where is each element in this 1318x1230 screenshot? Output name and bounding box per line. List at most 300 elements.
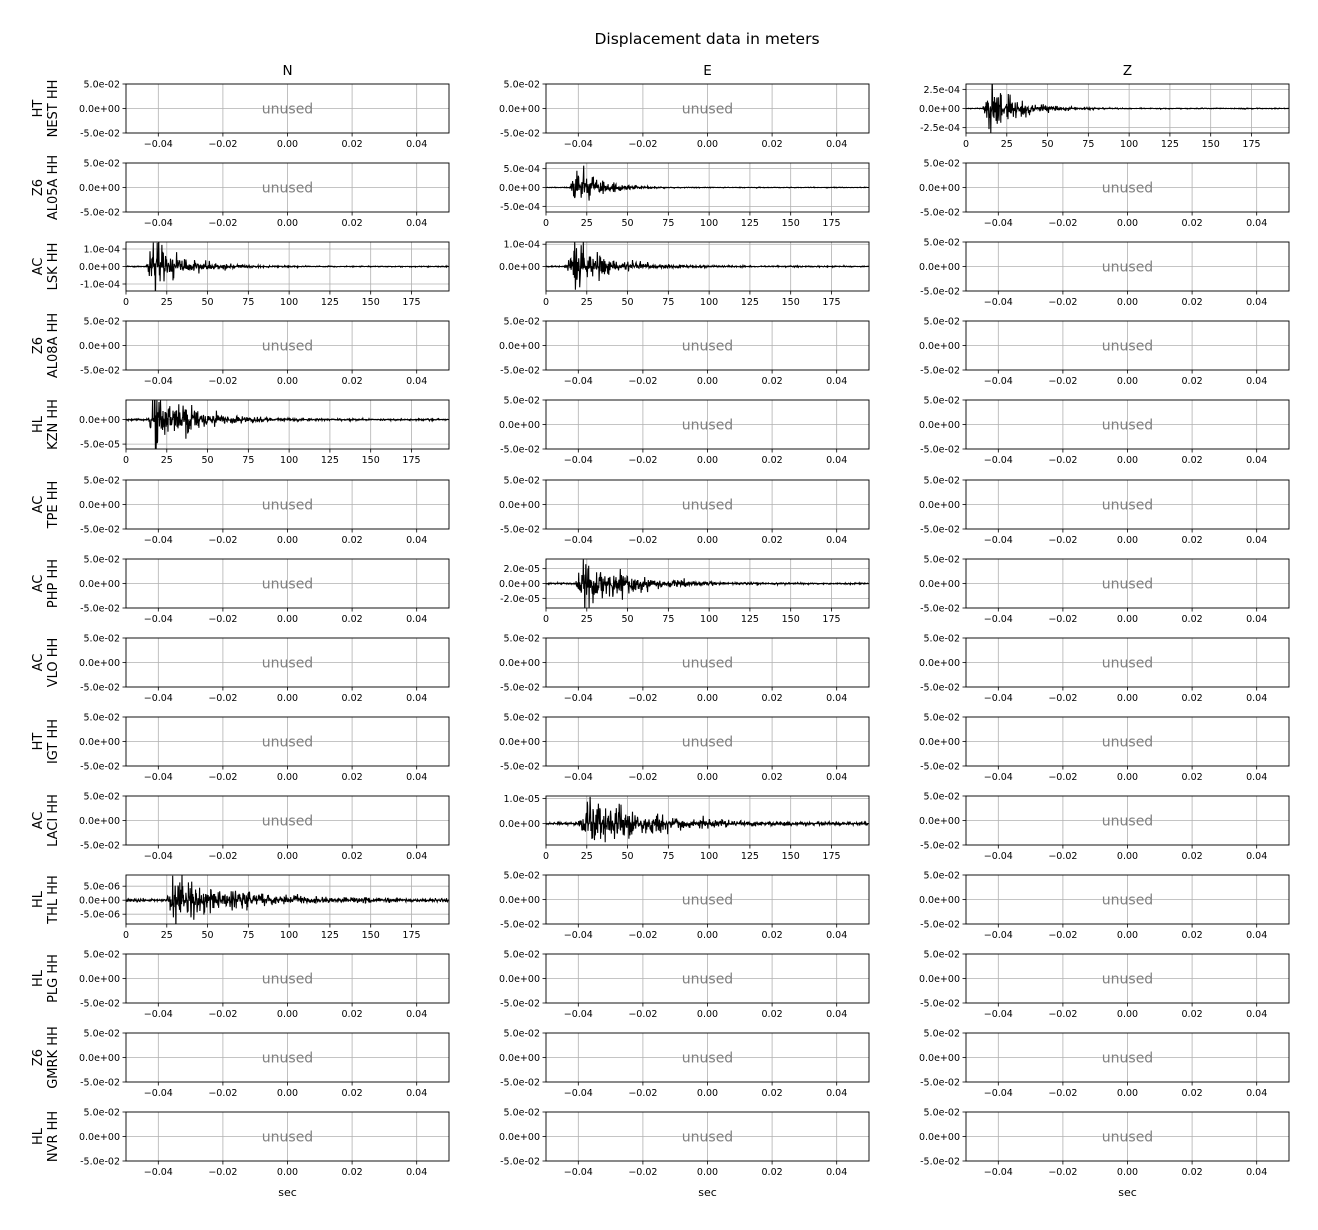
panel-r5-e-ytick-label-1: 0.0e+00 <box>498 500 540 511</box>
panel-r10-e-xtick-label-3: 0.02 <box>761 930 783 941</box>
panel-r6-n-xtick-label-2: 0.00 <box>276 614 299 625</box>
panel-r10-n-xtick-label-0: 0 <box>122 930 130 941</box>
panel-r9-e-xtick-label-2: 50 <box>621 851 634 862</box>
panel-r6-z-unused-text: unused <box>1101 576 1154 593</box>
panel-r5-z-xtick-label-3: 0.02 <box>1181 535 1203 546</box>
panel-r3-z-xtick-label-3: 0.02 <box>1181 376 1203 387</box>
panel-r10-e-ytick-label-0: 5.0e-02 <box>503 870 540 882</box>
panel-r10-n-xtick-label-5: 125 <box>320 930 339 941</box>
panel-r9-n-ytick-label-0: 5.0e-02 <box>83 791 120 803</box>
panel-r8-e-xtick-label-2: 0.00 <box>696 772 719 783</box>
panel-r1-e-ytick-label-1: 0.0e+00 <box>498 183 540 194</box>
panel-r0-z-xtick-label-3: 75 <box>1082 139 1095 150</box>
panel-r10-n-xtick-label-6: 150 <box>361 930 380 941</box>
panel-r8-e-xtick-label-1: −0.02 <box>628 772 658 783</box>
panel-r13-n-unused-text: unused <box>261 1129 314 1146</box>
panel-r8-z-ytick-label-2: -5.0e-02 <box>920 761 960 773</box>
panel-r7-z-ytick-label-0: 5.0e-02 <box>923 633 960 645</box>
panel-r2-e-ytick-label-0: 1.0e-04 <box>503 239 540 251</box>
panel-r13-n-ytick-label-2: -5.0e-02 <box>80 1156 120 1168</box>
panel-r6-n-xtick-label-0: −0.04 <box>143 614 173 625</box>
panel-r13-n-xtick-label-2: 0.00 <box>276 1167 299 1178</box>
panel-r12-n-xtick-label-2: 0.00 <box>276 1088 299 1099</box>
panel-r13-z-ytick-label-0: 5.0e-02 <box>923 1107 960 1119</box>
panel-r1-z-xtick-label-2: 0.00 <box>1116 218 1139 229</box>
panel-r9-e-xtick-label-7: 175 <box>822 851 841 862</box>
panel-r7-n-xtick-label-3: 0.02 <box>341 693 363 704</box>
row-network-2: AC <box>31 257 47 276</box>
panel-r5-e-xtick-label-3: 0.02 <box>761 535 783 546</box>
panel-r13-z-xtick-label-1: −0.02 <box>1048 1167 1078 1178</box>
panel-r2-z-xtick-label-3: 0.02 <box>1181 297 1203 308</box>
panel-r3-z-ytick-label-1: 0.0e+00 <box>918 341 960 352</box>
panel-r13-e-ytick-label-0: 5.0e-02 <box>503 1107 540 1119</box>
panel-r10-z-unused-text: unused <box>1101 892 1154 909</box>
panel-r9-z-xtick-label-2: 0.00 <box>1116 851 1139 862</box>
panel-r0-z-xtick-label-0: 0 <box>962 139 970 150</box>
panel-r10-z-ytick-label-1: 0.0e+00 <box>918 895 960 906</box>
panel-r10-e-unused-text: unused <box>681 892 734 909</box>
panel-r5-z-ytick-label-0: 5.0e-02 <box>923 475 960 487</box>
panel-r6-e-xtick-label-1: 25 <box>580 614 593 625</box>
panel-r6-z-xtick-label-1: −0.02 <box>1048 614 1078 625</box>
panel-r12-n-ytick-label-1: 0.0e+00 <box>78 1053 120 1064</box>
panel-r9-z-xtick-label-0: −0.04 <box>983 851 1013 862</box>
panel-r11-n-xtick-label-4: 0.04 <box>406 1009 428 1020</box>
panel-r7-z-xtick-label-3: 0.02 <box>1181 693 1203 704</box>
panel-r13-z-xtick-label-4: 0.04 <box>1246 1167 1268 1178</box>
row-station-8: IGT HH <box>46 718 61 765</box>
panel-r0-z-xtick-label-2: 50 <box>1041 139 1054 150</box>
panel-r0-e-xtick-label-1: −0.02 <box>628 139 658 150</box>
panel-r9-n-ytick-label-1: 0.0e+00 <box>78 816 120 827</box>
row-network-1: Z6 <box>31 178 47 197</box>
panel-r11-z-unused-text: unused <box>1101 971 1154 988</box>
panel-r11-z-ytick-label-1: 0.0e+00 <box>918 974 960 985</box>
panel-r9-n-xtick-label-1: −0.02 <box>208 851 238 862</box>
panel-r4-z-ytick-label-1: 0.0e+00 <box>918 420 960 431</box>
panel-r6-z-xtick-label-0: −0.04 <box>983 614 1013 625</box>
panel-r9-e-xtick-label-6: 150 <box>781 851 800 862</box>
panel-r0-z-xtick-label-4: 100 <box>1120 139 1139 150</box>
panel-r12-e-ytick-label-1: 0.0e+00 <box>498 1053 540 1064</box>
panel-r9-n-xtick-label-0: −0.04 <box>143 851 173 862</box>
panel-r9-z-unused-text: unused <box>1101 813 1154 830</box>
panel-r8-z-ytick-label-0: 5.0e-02 <box>923 712 960 724</box>
panel-r3-e-xtick-label-1: −0.02 <box>628 376 658 387</box>
panel-r8-z-xtick-label-4: 0.04 <box>1246 772 1268 783</box>
chart-title: Displacement data in meters <box>594 30 820 48</box>
panel-r10-n-xtick-label-2: 50 <box>201 930 214 941</box>
panel-r7-n-xtick-label-1: −0.02 <box>208 693 238 704</box>
panel-r7-e-xtick-label-3: 0.02 <box>761 693 783 704</box>
panel-r4-e-unused-text: unused <box>681 417 734 434</box>
row-station-6: PHP HH <box>46 558 61 609</box>
panel-r0-n-xtick-label-1: −0.02 <box>208 139 238 150</box>
panel-r11-n-ytick-label-1: 0.0e+00 <box>78 974 120 985</box>
panel-r6-z-xtick-label-2: 0.00 <box>1116 614 1139 625</box>
panel-r1-z-xtick-label-4: 0.04 <box>1246 218 1268 229</box>
panel-r10-z-ytick-label-2: -5.0e-02 <box>920 919 960 931</box>
row-network-0: HT <box>31 99 47 118</box>
panel-r1-e-xtick-label-7: 175 <box>822 218 841 229</box>
panel-r12-e-ytick-label-2: -5.0e-02 <box>500 1077 540 1089</box>
panel-r4-e-xtick-label-4: 0.04 <box>826 455 848 466</box>
panel-r9-e-ytick-label-1: 0.0e+00 <box>498 819 540 831</box>
panel-r2-e-xtick-label-4: 100 <box>700 297 719 308</box>
panel-r11-e-xtick-label-3: 0.02 <box>761 1009 783 1020</box>
panel-r4-e-xtick-label-3: 0.02 <box>761 455 783 466</box>
panel-r5-e-xtick-label-0: −0.04 <box>563 535 593 546</box>
panel-r5-n-ytick-label-0: 5.0e-02 <box>83 475 120 487</box>
row-station-13: NVR HH <box>46 1110 61 1163</box>
panel-r4-n-xtick-label-0: 0 <box>122 455 130 466</box>
panel-r11-e-xtick-label-1: −0.02 <box>628 1009 658 1020</box>
panel-r1-n-xtick-label-0: −0.04 <box>143 218 173 229</box>
panel-r5-e-xtick-label-1: −0.02 <box>628 535 658 546</box>
panel-r13-e-xtick-label-2: 0.00 <box>696 1167 719 1178</box>
panel-r2-e-xtick-label-2: 50 <box>621 297 634 308</box>
panel-r4-e-xtick-label-2: 0.00 <box>696 455 719 466</box>
panel-r6-n-xtick-label-1: −0.02 <box>208 614 238 625</box>
panel-r13-e-xtick-label-0: −0.04 <box>563 1167 593 1178</box>
panel-r13-z-xtick-label-3: 0.02 <box>1181 1167 1203 1178</box>
panel-r4-n-xtick-label-7: 175 <box>402 455 421 466</box>
panel-r6-e-ytick-label-0: 2.0e-05 <box>503 564 540 576</box>
panel-r3-n-xtick-label-4: 0.04 <box>406 376 428 387</box>
panel-r6-z-xtick-label-4: 0.04 <box>1246 614 1268 625</box>
panel-r2-z-ytick-label-1: 0.0e+00 <box>918 262 960 273</box>
panel-r7-e-xtick-label-2: 0.00 <box>696 693 719 704</box>
panel-r12-n-xtick-label-3: 0.02 <box>341 1088 363 1099</box>
panel-r4-n-xtick-label-6: 150 <box>361 455 380 466</box>
row-station-1: AL05A HH <box>46 154 61 221</box>
panel-r4-e-ytick-label-0: 5.0e-02 <box>503 395 540 407</box>
panel-r7-z-unused-text: unused <box>1101 655 1154 672</box>
panel-r7-n-xtick-label-4: 0.04 <box>406 693 428 704</box>
panel-r8-e-xtick-label-3: 0.02 <box>761 772 783 783</box>
panel-r4-n-xtick-label-2: 50 <box>201 455 214 466</box>
panel-r8-n-ytick-label-0: 5.0e-02 <box>83 712 120 724</box>
panel-r1-z-xtick-label-3: 0.02 <box>1181 218 1203 229</box>
panel-r6-z-ytick-label-2: -5.0e-02 <box>920 603 960 615</box>
panel-r12-z-xtick-label-3: 0.02 <box>1181 1088 1203 1099</box>
panel-r10-n-ytick-label-2: -5.0e-06 <box>80 909 120 921</box>
panel-r12-e-unused-text: unused <box>681 1050 734 1067</box>
panel-r0-e-xtick-label-0: −0.04 <box>563 139 593 150</box>
panel-r1-n-ytick-label-1: 0.0e+00 <box>78 183 120 194</box>
panel-r5-z-unused-text: unused <box>1101 497 1154 514</box>
row-station-3: AL08A HH <box>46 312 61 379</box>
panel-r13-e-ytick-label-2: -5.0e-02 <box>500 1156 540 1168</box>
panel-r9-z-xtick-label-1: −0.02 <box>1048 851 1078 862</box>
panel-r3-n-ytick-label-2: -5.0e-02 <box>80 365 120 377</box>
panel-r7-e-xtick-label-0: −0.04 <box>563 693 593 704</box>
row-network-12: Z6 <box>31 1048 47 1067</box>
panel-r12-e-xtick-label-1: −0.02 <box>628 1088 658 1099</box>
panel-r1-e-ytick-label-2: -5.0e-04 <box>500 201 540 213</box>
panel-r4-e-xtick-label-1: −0.02 <box>628 455 658 466</box>
panel-r13-e-ytick-label-1: 0.0e+00 <box>498 1132 540 1143</box>
panel-r11-e-xtick-label-4: 0.04 <box>826 1009 848 1020</box>
panel-r2-z-unused-text: unused <box>1101 259 1154 276</box>
panel-r8-n-xtick-label-2: 0.00 <box>276 772 299 783</box>
panel-r10-n-xtick-label-7: 175 <box>402 930 421 941</box>
panel-r5-z-xtick-label-2: 0.00 <box>1116 535 1139 546</box>
panel-r2-n-xtick-label-1: 25 <box>160 297 173 308</box>
panel-r9-e-xtick-label-3: 75 <box>662 851 675 862</box>
panel-r8-z-xtick-label-3: 0.02 <box>1181 772 1203 783</box>
panel-r3-e-ytick-label-0: 5.0e-02 <box>503 316 540 328</box>
panel-r12-z-unused-text: unused <box>1101 1050 1154 1067</box>
panel-r6-z-ytick-label-0: 5.0e-02 <box>923 554 960 566</box>
panel-r11-z-xtick-label-3: 0.02 <box>1181 1009 1203 1020</box>
panel-r0-e-unused-text: unused <box>681 101 734 118</box>
panel-r1-z-unused-text: unused <box>1101 180 1154 197</box>
panel-r0-z-xtick-label-5: 125 <box>1160 139 1179 150</box>
panel-r0-z-xtick-label-7: 175 <box>1242 139 1261 150</box>
panel-r9-z-ytick-label-2: -5.0e-02 <box>920 840 960 852</box>
panel-r2-n-xtick-label-3: 75 <box>242 297 255 308</box>
panel-r10-z-xtick-label-0: −0.04 <box>983 930 1013 941</box>
panel-r3-e-xtick-label-2: 0.00 <box>696 376 719 387</box>
panel-r11-z-xtick-label-0: −0.04 <box>983 1009 1013 1020</box>
panel-r6-n-unused-text: unused <box>261 576 314 593</box>
panel-r2-e-ytick-label-1: 0.0e+00 <box>498 262 540 273</box>
panel-r5-n-ytick-label-1: 0.0e+00 <box>78 500 120 511</box>
panel-r5-z-ytick-label-1: 0.0e+00 <box>918 500 960 511</box>
panel-r0-n-xtick-label-2: 0.00 <box>276 139 299 150</box>
panel-r1-n-xtick-label-2: 0.00 <box>276 218 299 229</box>
row-network-7: AC <box>31 653 47 672</box>
panel-r13-z-xtick-label-2: 0.00 <box>1116 1167 1139 1178</box>
panel-r0-e-xtick-label-4: 0.04 <box>826 139 848 150</box>
panel-r5-z-xtick-label-1: −0.02 <box>1048 535 1078 546</box>
panel-r5-n-xtick-label-3: 0.02 <box>341 535 363 546</box>
panel-r12-z-ytick-label-1: 0.0e+00 <box>918 1053 960 1064</box>
panel-r11-n-ytick-label-0: 5.0e-02 <box>83 949 120 961</box>
row-network-9: AC <box>31 811 47 830</box>
panel-r13-z-xtick-label-0: −0.04 <box>983 1167 1013 1178</box>
panel-r9-n-ytick-label-2: -5.0e-02 <box>80 840 120 852</box>
panel-r12-z-ytick-label-0: 5.0e-02 <box>923 1028 960 1040</box>
panel-r13-n-xtick-label-0: −0.04 <box>143 1167 173 1178</box>
panel-r4-n-xtick-label-4: 100 <box>280 455 299 466</box>
panel-r10-e-xtick-label-2: 0.00 <box>696 930 719 941</box>
panel-r7-n-xtick-label-0: −0.04 <box>143 693 173 704</box>
panel-r11-n-ytick-label-2: -5.0e-02 <box>80 998 120 1010</box>
panel-r12-e-xtick-label-4: 0.04 <box>826 1088 848 1099</box>
panel-r12-e-xtick-label-3: 0.02 <box>761 1088 783 1099</box>
panel-r10-n-xtick-label-4: 100 <box>280 930 299 941</box>
panel-r6-n-ytick-label-0: 5.0e-02 <box>83 554 120 566</box>
panel-r4-e-ytick-label-1: 0.0e+00 <box>498 420 540 431</box>
panel-r3-e-xtick-label-0: −0.04 <box>563 376 593 387</box>
panel-r1-z-xtick-label-0: −0.04 <box>983 218 1013 229</box>
panel-r1-e-xtick-label-6: 150 <box>781 218 800 229</box>
panel-r5-z-ytick-label-2: -5.0e-02 <box>920 524 960 536</box>
panel-r3-z-unused-text: unused <box>1101 338 1154 355</box>
panel-r6-n-xtick-label-3: 0.02 <box>341 614 363 625</box>
panel-r12-z-xtick-label-4: 0.04 <box>1246 1088 1268 1099</box>
panel-r8-z-xtick-label-0: −0.04 <box>983 772 1013 783</box>
panel-r2-e-xtick-label-0: 0 <box>542 297 550 308</box>
row-station-4: KZN HH <box>46 399 61 450</box>
panel-r6-e-xtick-label-5: 125 <box>740 614 759 625</box>
panel-r1-e-xtick-label-4: 100 <box>700 218 719 229</box>
panel-r10-z-xtick-label-4: 0.04 <box>1246 930 1268 941</box>
panel-r13-e-xtick-label-4: 0.04 <box>826 1167 848 1178</box>
panel-r12-n-ytick-label-2: -5.0e-02 <box>80 1077 120 1089</box>
panel-r0-n-ytick-label-1: 0.0e+00 <box>78 104 120 115</box>
panel-r8-z-ytick-label-1: 0.0e+00 <box>918 737 960 748</box>
panel-r12-z-ytick-label-2: -5.0e-02 <box>920 1077 960 1089</box>
row-network-11: HL <box>31 969 47 988</box>
panel-r11-z-xtick-label-4: 0.04 <box>1246 1009 1268 1020</box>
row-station-10: THL HH <box>46 875 61 924</box>
panel-r0-z-ytick-label-1: 0.0e+00 <box>918 104 960 115</box>
panel-r13-z-ytick-label-1: 0.0e+00 <box>918 1132 960 1143</box>
panel-r6-e-ytick-label-2: -2.0e-05 <box>500 593 540 605</box>
panel-r2-n-xtick-label-5: 125 <box>320 297 339 308</box>
row-station-11: PLG HH <box>46 954 61 1003</box>
panel-r3-n-ytick-label-1: 0.0e+00 <box>78 341 120 352</box>
panel-r3-e-xtick-label-3: 0.02 <box>761 376 783 387</box>
panel-r4-e-xtick-label-0: −0.04 <box>563 455 593 466</box>
panel-r12-z-xtick-label-0: −0.04 <box>983 1088 1013 1099</box>
panel-r13-n-xlabel: sec <box>278 1186 297 1199</box>
panel-r7-e-ytick-label-2: -5.0e-02 <box>500 682 540 694</box>
panel-r8-e-unused-text: unused <box>681 734 734 751</box>
panel-r13-e-xtick-label-3: 0.02 <box>761 1167 783 1178</box>
row-network-5: AC <box>31 495 47 514</box>
panel-r12-n-ytick-label-0: 5.0e-02 <box>83 1028 120 1040</box>
panel-r2-z-ytick-label-0: 5.0e-02 <box>923 237 960 249</box>
panel-r9-n-xtick-label-2: 0.00 <box>276 851 299 862</box>
panel-r4-z-ytick-label-2: -5.0e-02 <box>920 444 960 456</box>
panel-r1-z-ytick-label-2: -5.0e-02 <box>920 207 960 219</box>
panel-r8-z-xtick-label-2: 0.00 <box>1116 772 1139 783</box>
panel-r6-e-xtick-label-4: 100 <box>700 614 719 625</box>
panel-r13-n-xtick-label-3: 0.02 <box>341 1167 363 1178</box>
panel-r3-z-ytick-label-2: -5.0e-02 <box>920 365 960 377</box>
panel-r0-e-ytick-label-1: 0.0e+00 <box>498 104 540 115</box>
panel-r11-e-xtick-label-2: 0.00 <box>696 1009 719 1020</box>
panel-r12-n-xtick-label-0: −0.04 <box>143 1088 173 1099</box>
panel-r11-z-xtick-label-2: 0.00 <box>1116 1009 1139 1020</box>
panel-r11-e-xtick-label-0: −0.04 <box>563 1009 593 1020</box>
row-station-9: LACI HH <box>46 794 61 847</box>
panel-r7-n-ytick-label-0: 5.0e-02 <box>83 633 120 645</box>
panel-r13-z-ytick-label-2: -5.0e-02 <box>920 1156 960 1168</box>
panel-r9-z-ytick-label-1: 0.0e+00 <box>918 816 960 827</box>
panel-r3-n-xtick-label-3: 0.02 <box>341 376 363 387</box>
panel-r1-e-ytick-label-0: 5.0e-04 <box>503 164 540 176</box>
panel-r2-e-xtick-label-5: 125 <box>740 297 759 308</box>
panel-r1-e-xtick-label-3: 75 <box>662 218 675 229</box>
panel-r5-e-unused-text: unused <box>681 497 734 514</box>
panel-r2-z-xtick-label-1: −0.02 <box>1048 297 1078 308</box>
panel-r5-e-xtick-label-2: 0.00 <box>696 535 719 546</box>
panel-r2-z-xtick-label-2: 0.00 <box>1116 297 1139 308</box>
panel-r1-n-xtick-label-4: 0.04 <box>406 218 428 229</box>
panel-r6-z-xtick-label-3: 0.02 <box>1181 614 1203 625</box>
panel-r5-z-xtick-label-0: −0.04 <box>983 535 1013 546</box>
panel-r8-n-ytick-label-2: -5.0e-02 <box>80 761 120 773</box>
panel-r10-z-ytick-label-0: 5.0e-02 <box>923 870 960 882</box>
panel-r0-n-unused-text: unused <box>261 101 314 118</box>
panel-r7-e-unused-text: unused <box>681 655 734 672</box>
panel-r0-n-xtick-label-3: 0.02 <box>341 139 363 150</box>
row-network-10: HL <box>31 890 47 909</box>
panel-r1-n-xtick-label-1: −0.02 <box>208 218 238 229</box>
panel-r9-n-xtick-label-4: 0.04 <box>406 851 428 862</box>
panel-r7-n-unused-text: unused <box>261 655 314 672</box>
panel-r12-z-xtick-label-1: −0.02 <box>1048 1088 1078 1099</box>
panel-r13-z-xlabel: sec <box>1118 1186 1137 1199</box>
panel-r2-z-ytick-label-2: -5.0e-02 <box>920 286 960 298</box>
panel-r10-e-ytick-label-1: 0.0e+00 <box>498 895 540 906</box>
panel-r3-n-xtick-label-2: 0.00 <box>276 376 299 387</box>
panel-r5-n-xtick-label-0: −0.04 <box>143 535 173 546</box>
panel-r9-z-xtick-label-4: 0.04 <box>1246 851 1268 862</box>
panel-r8-e-xtick-label-4: 0.04 <box>826 772 848 783</box>
panel-r11-n-xtick-label-0: −0.04 <box>143 1009 173 1020</box>
panel-r4-n-ytick-label-0: 0.0e+00 <box>78 415 120 427</box>
panel-r13-n-ytick-label-1: 0.0e+00 <box>78 1132 120 1143</box>
panel-r13-n-xtick-label-4: 0.04 <box>406 1167 428 1178</box>
panel-r1-z-ytick-label-0: 5.0e-02 <box>923 158 960 170</box>
panel-r7-z-xtick-label-4: 0.04 <box>1246 693 1268 704</box>
panel-r12-e-ytick-label-0: 5.0e-02 <box>503 1028 540 1040</box>
panel-r9-e-ytick-label-0: 1.0e-05 <box>503 794 540 806</box>
panel-r10-e-ytick-label-2: -5.0e-02 <box>500 919 540 931</box>
panel-r4-z-ytick-label-0: 5.0e-02 <box>923 395 960 407</box>
panel-r11-n-xtick-label-2: 0.00 <box>276 1009 299 1020</box>
row-network-6: AC <box>31 574 47 593</box>
panel-r4-z-xtick-label-3: 0.02 <box>1181 455 1203 466</box>
panel-r9-z-xtick-label-3: 0.02 <box>1181 851 1203 862</box>
panel-r3-e-ytick-label-2: -5.0e-02 <box>500 365 540 377</box>
panel-r9-e-xtick-label-0: 0 <box>542 851 550 862</box>
panel-r1-e-xtick-label-1: 25 <box>580 218 593 229</box>
panel-r5-e-ytick-label-0: 5.0e-02 <box>503 475 540 487</box>
panel-r13-n-ytick-label-0: 5.0e-02 <box>83 1107 120 1119</box>
panel-r9-n-unused-text: unused <box>261 813 314 830</box>
panel-r12-n-xtick-label-4: 0.04 <box>406 1088 428 1099</box>
panel-r2-n-xtick-label-2: 50 <box>201 297 214 308</box>
row-network-8: HT <box>31 732 47 751</box>
panel-r1-e-xtick-label-2: 50 <box>621 218 634 229</box>
panel-r10-z-xtick-label-3: 0.02 <box>1181 930 1203 941</box>
panel-r5-n-xtick-label-1: −0.02 <box>208 535 238 546</box>
panel-r3-n-xtick-label-0: −0.04 <box>143 376 173 387</box>
panel-r10-n-ytick-label-1: 0.0e+00 <box>78 895 120 907</box>
panel-r5-n-unused-text: unused <box>261 497 314 514</box>
panel-r1-e-xtick-label-0: 0 <box>542 218 550 229</box>
panel-r10-z-xtick-label-1: −0.02 <box>1048 930 1078 941</box>
panel-r9-n-xtick-label-3: 0.02 <box>341 851 363 862</box>
row-station-5: TPE HH <box>46 480 61 529</box>
panel-r9-e-xtick-label-5: 125 <box>740 851 759 862</box>
panel-r3-e-unused-text: unused <box>681 338 734 355</box>
panel-r3-z-xtick-label-4: 0.04 <box>1246 376 1268 387</box>
panel-r7-e-ytick-label-1: 0.0e+00 <box>498 658 540 669</box>
panel-r8-e-ytick-label-0: 5.0e-02 <box>503 712 540 724</box>
panel-r0-e-ytick-label-2: -5.0e-02 <box>500 128 540 140</box>
panel-r8-z-unused-text: unused <box>1101 734 1154 751</box>
panel-r3-n-ytick-label-0: 5.0e-02 <box>83 316 120 328</box>
